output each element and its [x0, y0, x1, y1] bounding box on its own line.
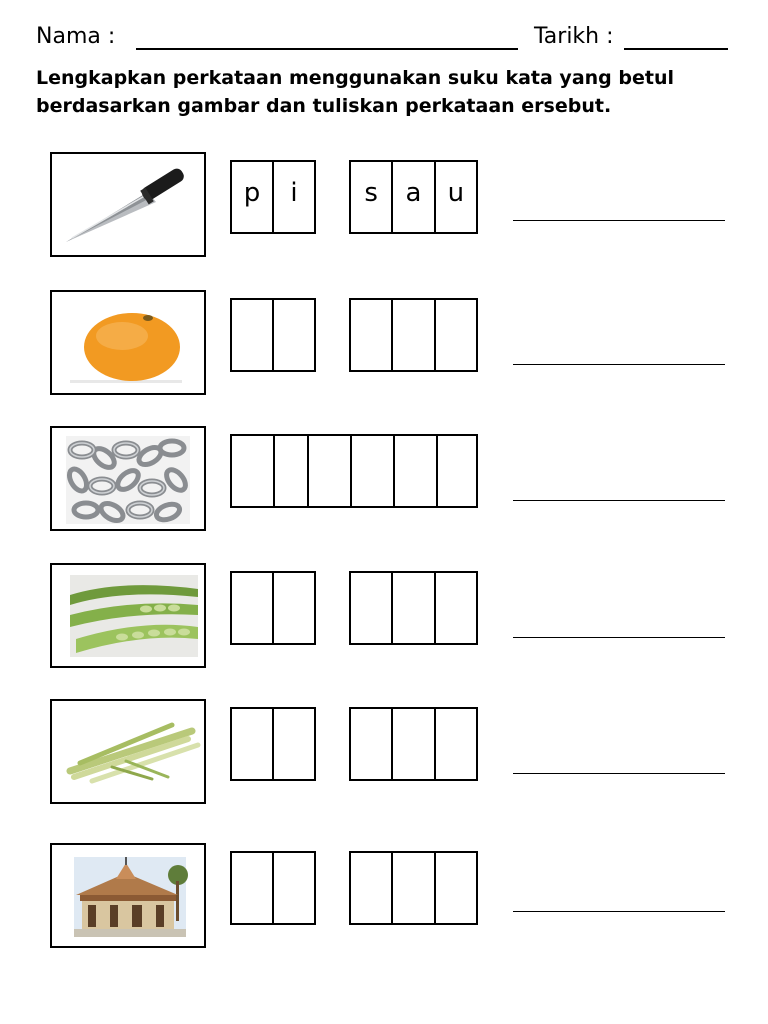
letter-box[interactable] — [309, 436, 352, 506]
exercise-row-1 — [0, 152, 768, 262]
house-picture — [50, 843, 206, 948]
letter-box[interactable] — [351, 853, 393, 923]
answer-line[interactable] — [513, 220, 725, 221]
letter-box[interactable] — [438, 436, 476, 506]
letter-box[interactable] — [274, 300, 314, 370]
letter-box[interactable] — [436, 300, 476, 370]
letter-box[interactable] — [436, 709, 476, 779]
syllable-box-group-2 — [349, 851, 478, 925]
orange-picture — [50, 290, 206, 395]
syllable-box-group-1 — [230, 851, 316, 925]
header-line — [36, 22, 728, 56]
letter-box[interactable]: i — [290, 178, 298, 208]
exercise-row-6 — [0, 843, 768, 953]
date-field[interactable] — [624, 48, 728, 50]
answer-line[interactable] — [513, 500, 725, 501]
syllable-box-group-2 — [349, 707, 478, 781]
instruction — [36, 64, 736, 120]
letter-box[interactable] — [352, 436, 395, 506]
syllable-box-group-2 — [349, 571, 478, 645]
letter-box-group — [230, 434, 478, 508]
letter-box[interactable] — [232, 853, 274, 923]
letter-box[interactable] — [393, 709, 435, 779]
letter-box[interactable]: s — [351, 162, 393, 232]
letter-box[interactable] — [395, 436, 438, 506]
lemongrass-picture — [50, 699, 206, 804]
letter-box[interactable] — [351, 300, 393, 370]
letter-box[interactable] — [274, 573, 314, 643]
exercise-row-3 — [0, 426, 768, 536]
instruction-line-2: berdasarkan gambar dan tuliskan perkataan ersebut. — [36, 95, 612, 117]
letter-box[interactable] — [232, 436, 275, 506]
letter-box[interactable] — [393, 573, 435, 643]
chain-picture — [50, 426, 206, 531]
syllable-box-group-2 — [349, 160, 478, 234]
syllable-box-group-2 — [349, 298, 478, 372]
answer-line[interactable] — [513, 773, 725, 774]
letter-box[interactable] — [393, 300, 435, 370]
letter-box[interactable] — [274, 709, 314, 779]
letter-box[interactable] — [351, 709, 393, 779]
letter-box[interactable]: a — [393, 162, 435, 232]
letter-box[interactable] — [232, 300, 274, 370]
letter-box[interactable] — [232, 573, 274, 643]
letter-box[interactable] — [275, 436, 309, 506]
syllable-box-group-1 — [230, 571, 316, 645]
name-label: Nama : — [36, 24, 116, 49]
letter-box[interactable] — [436, 573, 476, 643]
answer-line[interactable] — [513, 637, 725, 638]
date-label: Tarikh : — [534, 24, 614, 49]
syllable-box-group-1 — [230, 707, 316, 781]
exercise-row-5 — [0, 699, 768, 809]
exercise-row-4 — [0, 563, 768, 673]
letter-box[interactable] — [232, 709, 274, 779]
instruction-line-1: Lengkapkan perkataan menggunakan suku kata yang betul — [36, 67, 674, 89]
letter-box[interactable] — [393, 853, 435, 923]
letter-box[interactable]: p — [232, 162, 274, 232]
syllable-box-group-1 — [230, 298, 316, 372]
name-field[interactable] — [136, 48, 518, 50]
syllable-box-group-1 — [230, 160, 316, 234]
petai-beans-picture — [50, 563, 206, 668]
letter-box[interactable]: u — [447, 178, 465, 208]
letter-box[interactable] — [351, 573, 393, 643]
answer-line[interactable] — [513, 911, 725, 912]
letter-box[interactable] — [436, 853, 476, 923]
answer-line[interactable] — [513, 364, 725, 365]
letter-box[interactable] — [274, 853, 314, 923]
exercise-row-2 — [0, 290, 768, 400]
knife-picture — [50, 152, 206, 257]
